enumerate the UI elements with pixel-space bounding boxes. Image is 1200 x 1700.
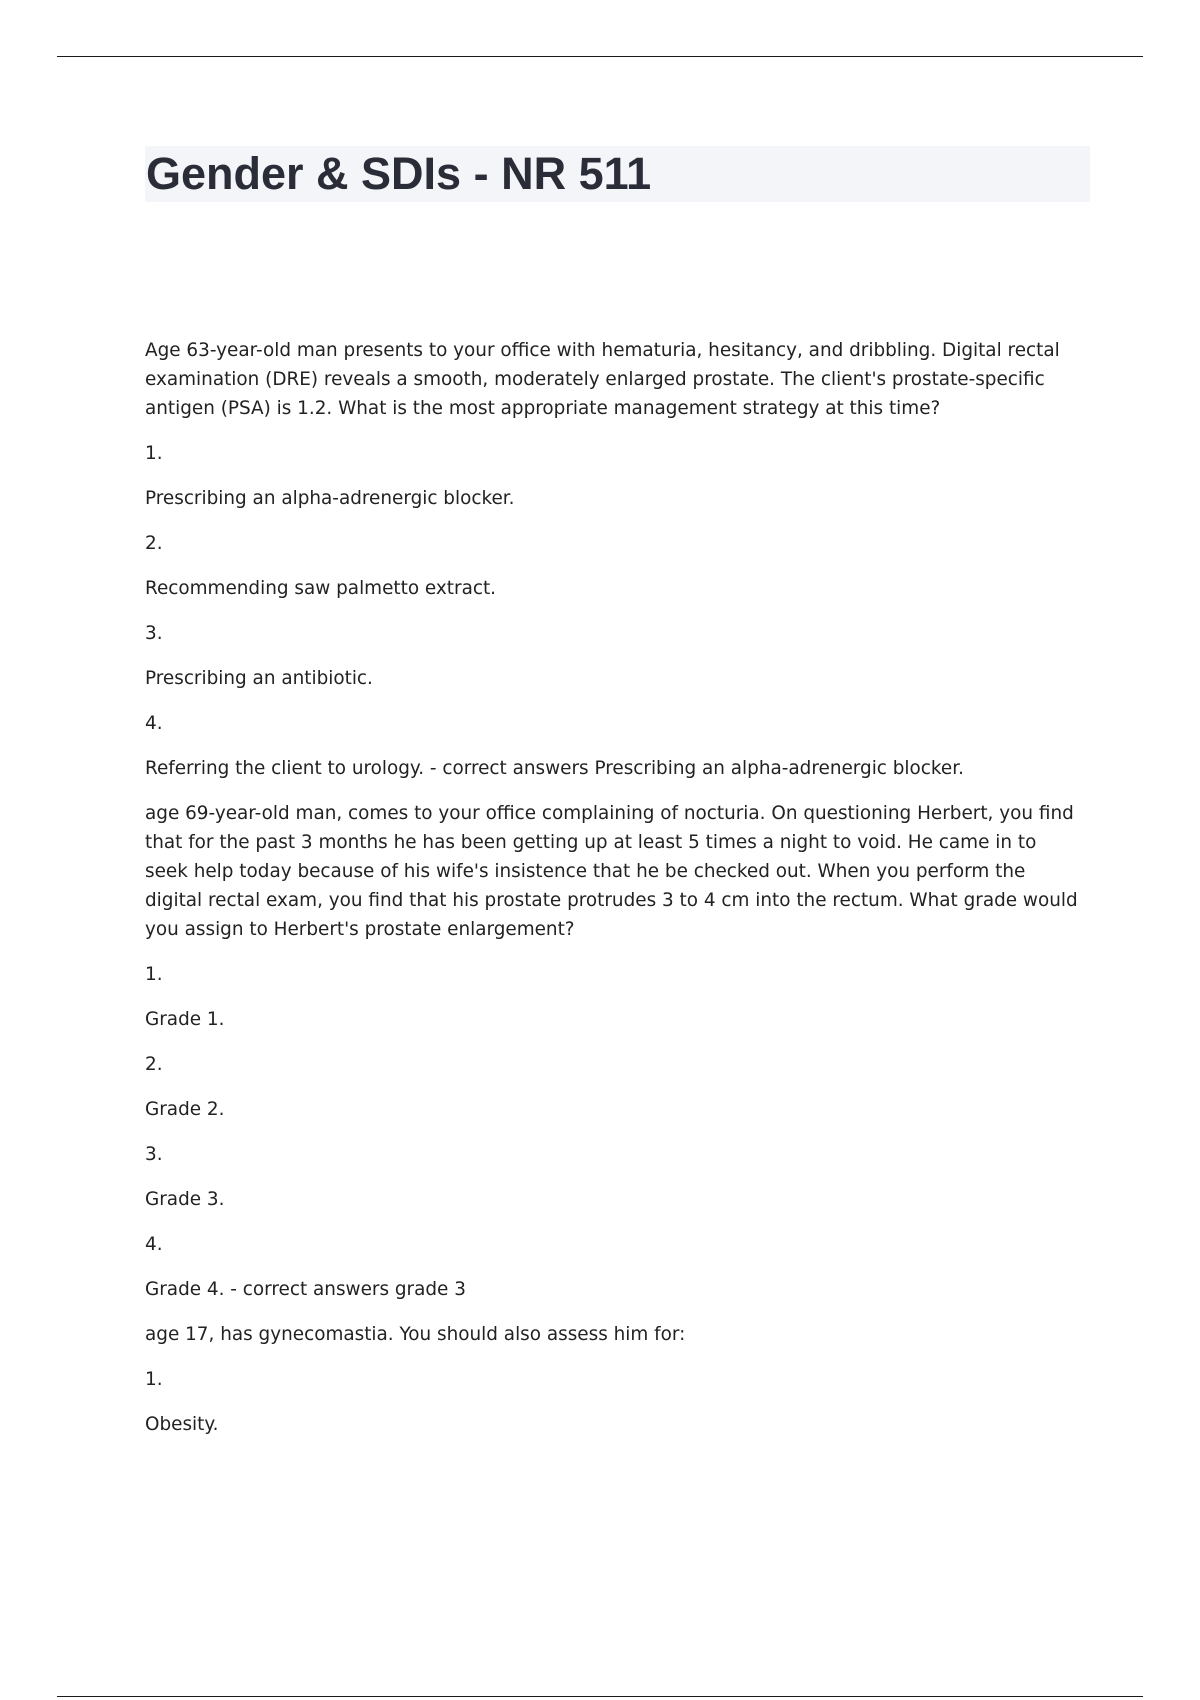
question-stem: age 69-year-old man, comes to your office complaining of nocturia. On questioning Herbert, you find that for the past 3 months he has been getting up at least 5 times a night to void. He came in to seek help today because of his wife's insistence that he be checked out. When you perform the digital rectal exam, you find that his prostate protrudes 3 to 4 cm into the rectum. What grade would you assign to Herbert's prostate enlargement? [145,803,1078,940]
option-text: Recommending saw palmetto extract. [145,578,497,599]
option-text: Grade 3. [145,1189,225,1210]
option-text: Prescribing an antibiotic. [145,668,373,689]
bottom-rule [57,1696,1143,1697]
option-text-with-answer: Grade 4. - correct answers grade 3 [145,1279,466,1300]
option-number: 1. [145,964,163,985]
option-number: 3. [145,1144,163,1165]
option-text: Grade 1. [145,1009,225,1030]
option-text: Prescribing an alpha-adrenergic blocker. [145,488,515,509]
option-text-with-answer: Referring the client to urology. - correct answers Prescribing an alpha-adrenergic blocker. [145,758,964,779]
page-title: Gender & SDIs - NR 511 [146,148,652,199]
question-stem: Age 63-year-old man presents to your office with hematuria, hesitancy, and dribbling. Digital rectal examination (DRE) reveals a smooth, moderately enlarged prostate. The client's prostate-specific antigen (PSA) is 1.2. What is the most appropriate management strategy at this time? [145,340,1060,419]
option-number: 4. [145,713,163,734]
option-number: 2. [145,1054,163,1075]
option-number: 1. [145,443,163,464]
option-number: 1. [145,1369,163,1390]
option-text: Grade 2. [145,1099,225,1120]
option-number: 4. [145,1234,163,1255]
question-stem: age 17, has gynecomastia. You should also assess him for: [145,1324,686,1345]
option-text: Obesity. [145,1414,219,1435]
top-rule [57,56,1143,57]
option-number: 3. [145,623,163,644]
document-body [145,336,1085,1455]
option-number: 2. [145,533,163,554]
